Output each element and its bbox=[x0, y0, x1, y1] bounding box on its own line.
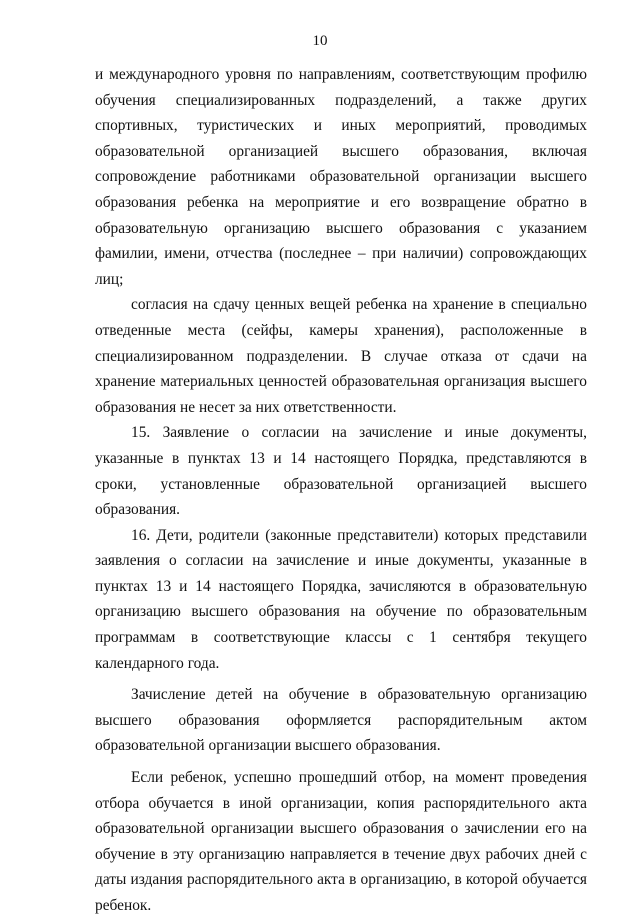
paragraph-transfer-notice: Если ребенок, успешно прошедший отбор, на момент проведения отбора обучается в иной организации, копия распорядительного акта образовательной организации высшего образования о зачислении его на обучение в эту организацию направляется в течение двух рабочих дней с даты издания распорядительного акта в организацию, в которой обучается ребенок. bbox=[95, 769, 587, 914]
paragraph-enrollment-act: Зачисление детей на обучение в образовательную организацию высшего образования оформляется распорядительным актом образовательной организации высшего образования. bbox=[95, 686, 587, 755]
paragraph-item-15: 15. Заявление о согласии на зачисление и иные документы, указанные в пунктах 13 и 14 настоящего Порядка, представляются в сроки, установленные образовательной организацией высшего образования. bbox=[95, 424, 587, 519]
paragraph-valuables-consent: согласия на сдачу ценных вещей ребенка на хранение в специально отведенные места (сейфы, камеры хранения), расположенные в специализированном подразделении. В случае отказа от сдачи на хранение материальных ценностей образовательная организация высшего образования не несет за них ответственности. bbox=[95, 296, 587, 416]
paragraph-continuation: и международного уровня по направлениям, соответствующим профилю обучения специализированных подразделений, а также других спортивных, туристических и иных мероприятий, проводимых образовательной организацией высшего образования, включая сопровождение работниками образовательной организации высшего образования ребенка на мероприятие и его возвращение обратно в образовательную организацию высшего образования с указанием фамилии, имени, отчества (последнее – при наличии) сопровождающих лиц; bbox=[95, 66, 587, 288]
document-body bbox=[95, 62, 587, 919]
page-number: 10 bbox=[312, 33, 328, 49]
paragraph-item-16: 16. Дети, родители (законные представители) которых представили заявления о согласии на зачисление и иные документы, указанные в пунктах 13 и 14 настоящего Порядка, зачисляются в образовательную организацию высшего образования на обучение по образовательным программам в соответствующие классы с 1 сентября текущего календарного года. bbox=[95, 526, 587, 672]
